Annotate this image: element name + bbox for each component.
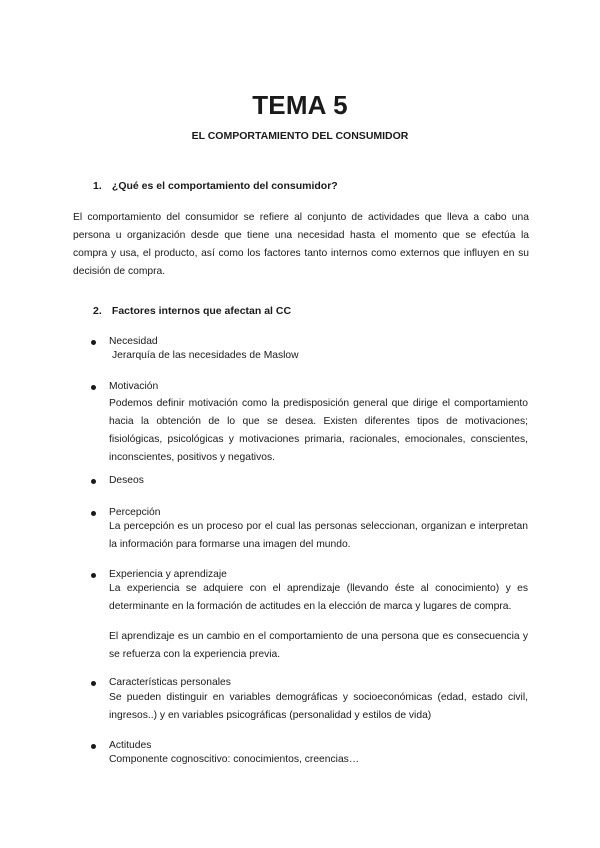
bullet-dot [91, 681, 96, 686]
list-item-label: Necesidad [109, 336, 158, 347]
list-item-text: Jerarquía de las necesidades de Maslow [112, 350, 299, 361]
list-item-label: Deseos [109, 475, 144, 486]
list-item-text: La percepción es un proceso por el cual las personas seleccionan, organizan e interpretan la información para formarse una imagen del mundo. [109, 521, 528, 550]
list-item-text-2: El aprendizaje es un cambio en el comportamiento de una persona que es consecuencia y se refuerza con la experiencia previa. [109, 631, 528, 660]
bullet-dot [91, 385, 96, 390]
list-item-label: Actitudes [109, 740, 152, 751]
list-item-text: Componente cognoscitivo: conocimientos, creencias… [109, 754, 360, 765]
section-1-title: ¿Qué es el comportamiento del consumidor? [111, 180, 338, 192]
list-item-label: Motivación [109, 381, 159, 392]
bullet-dot [91, 511, 96, 516]
list-item-label: Percepción [109, 507, 161, 518]
document-subtitle: EL COMPORTAMIENTO DEL CONSUMIDOR [191, 130, 409, 142]
bullet-dot [91, 479, 96, 484]
list-item-label: Características personales [109, 677, 231, 688]
section-1-heading [93, 180, 338, 192]
bullet-dot [91, 340, 96, 345]
section-2-number: 2. [93, 305, 102, 317]
section-1-number: 1. [93, 180, 102, 192]
section-1-paragraph: El comportamiento del consumidor se refiere al conjunto de actividades que lleva a cabo una persona u organización desde que tiene una necesidad hasta el momento que se efectúa la compra y usa, el producto, así como los factores tanto internos como externos que influyen en su decisión de compra. [73, 212, 529, 277]
section-2-heading [93, 305, 291, 317]
list-item-text: Podemos definir motivación como la predisposición general que dirige el comportamiento hacia la obtención de lo que se desea. Existen diferentes tipos de motivaciones; fisiológicas, psicológicas y motivaciones primaria, racionales, emocionales, conscientes, inconscientes, positivos y negativos. [109, 398, 528, 463]
section-2-title: Factores internos que afectan al CC [111, 305, 292, 317]
bullet-dot [91, 744, 96, 749]
document-title: TEMA 5 [252, 90, 348, 120]
list-item-text: Se pueden distinguir en variables demográficas y socioeconómicas (edad, estado civil, ingresos..) y en variables psicográficas (personalidad y estilos de vida) [109, 692, 528, 721]
bullet-dot [91, 573, 96, 578]
list-item-label: Experiencia y aprendizaje [109, 569, 227, 580]
list-item-text: La experiencia se adquiere con el aprendizaje (llevando éste al conocimiento) y es determinante en la formación de actitudes en la elección de marca y lugares de compra. [109, 583, 528, 612]
